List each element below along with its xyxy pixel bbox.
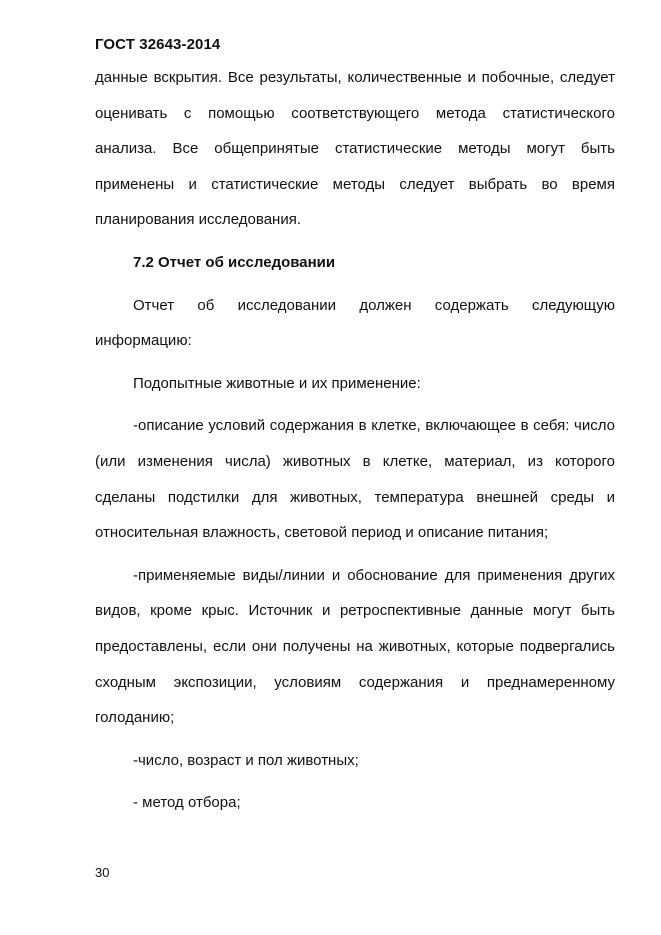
paragraph-housing-conditions: -описание условий содержания в клетке, включающее в себя: число (или изменения числа) животных в клетке, материал, из которого сделаны подстилки для животных, температура внешней среды и относительная влажность, световой период и описание питания; (95, 417, 615, 542)
page-number: 30 (95, 865, 110, 880)
paragraph-continuation: данные вскрытия. Все результаты, количественные и побочные, следует оценивать с помощью соответствующего метода статистического анализа. Все общепринятые статистические методы могут быть применены и статистические методы следует выбрать во время планирования исследования. (95, 69, 615, 229)
paragraph-report-intro: Отчет об исследовании должен содержать следующую информацию: (95, 296, 615, 350)
section-heading: 7.2 Отчет об исследовании (133, 253, 336, 271)
document-header: ГОСТ 32643-2014 (95, 36, 221, 53)
paragraph-animals-heading: Подопытные животные и их применение: (133, 374, 421, 392)
paragraph-selection-method: - метод отбора; (133, 794, 241, 812)
paragraph-number-age-sex: -число, возраст и пол животных; (133, 751, 359, 769)
document-body (95, 60, 615, 821)
paragraph-species-strains: -применяемые виды/линии и обоснование для применения других видов, кроме крыс. Источник и ретроспективные данные могут быть предоставлены, если они получены на животных, которые подвергались сходным экспозиции, условиям содержания и преднамеренному голоданию; (95, 566, 615, 727)
